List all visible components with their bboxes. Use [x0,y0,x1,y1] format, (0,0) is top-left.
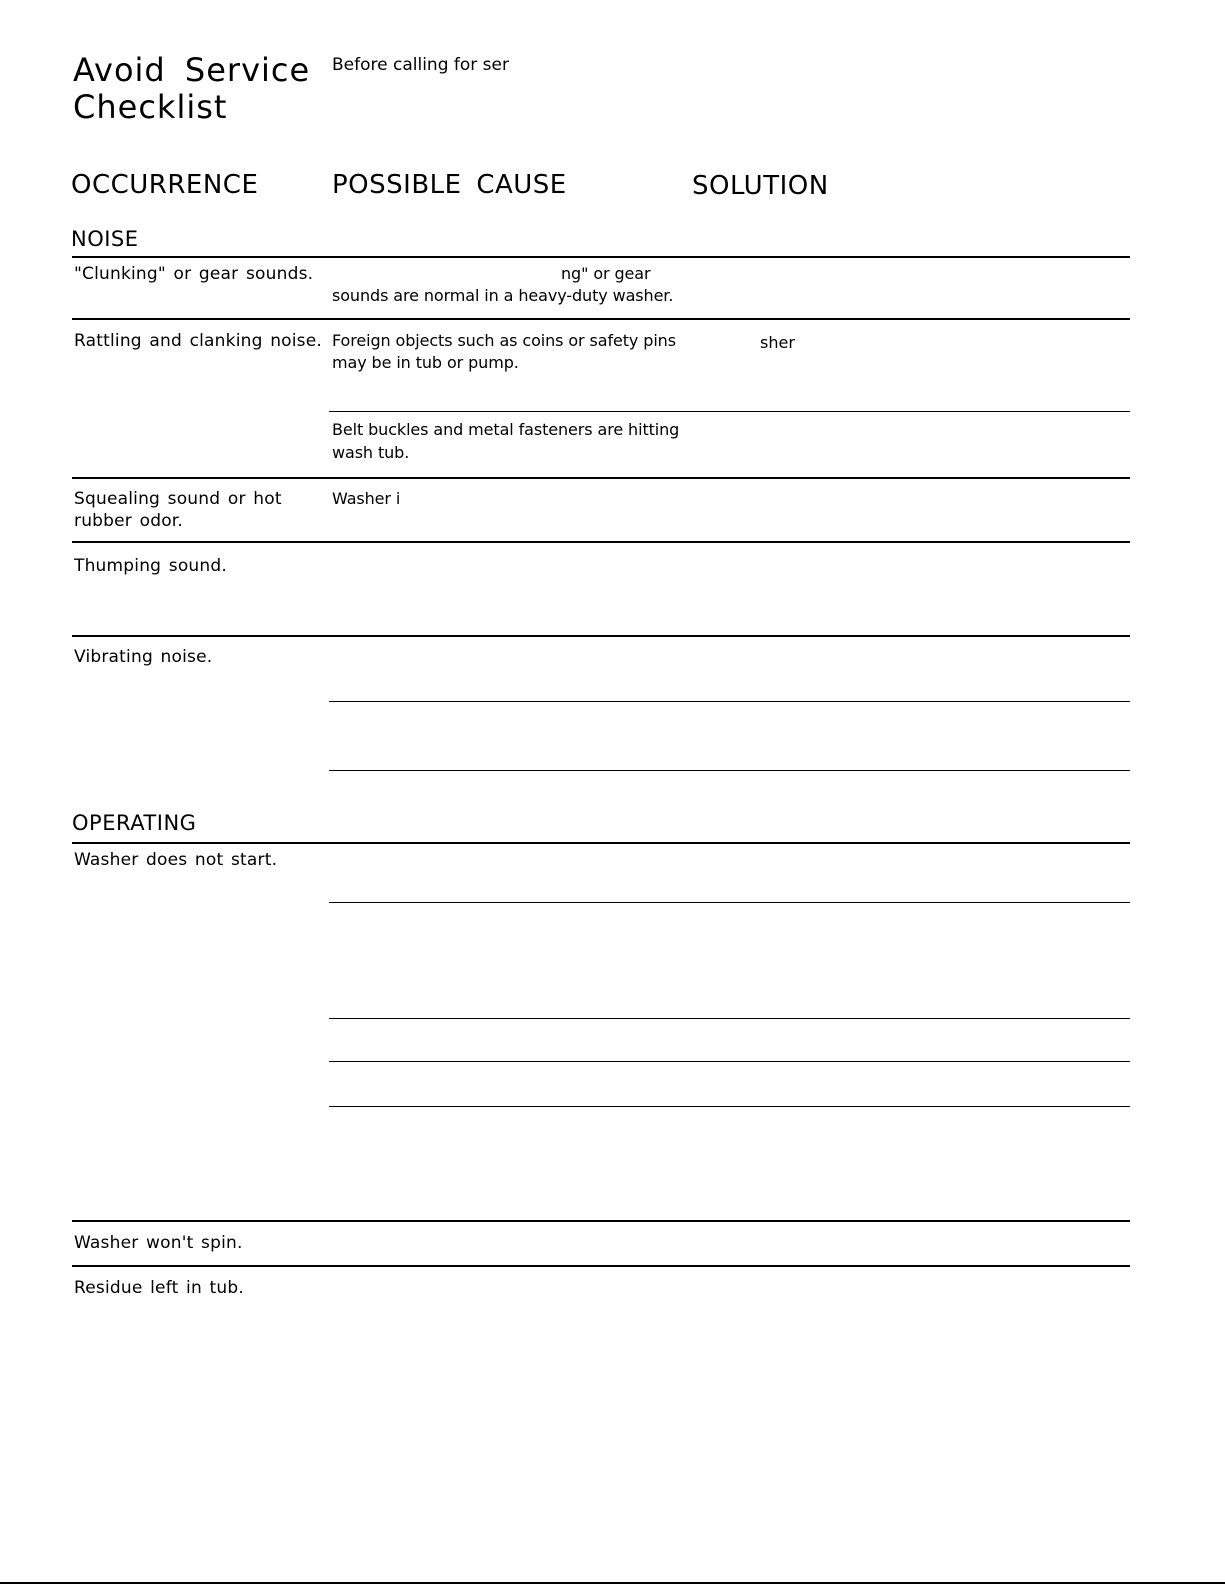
row-divider [72,256,1130,258]
row-divider [72,477,1130,479]
cause-squealing-fragment: Washer i [332,489,401,508]
occurrence-squealing-line-1: Squealing sound or hot [74,489,282,509]
row-divider [72,541,1130,543]
cause-rattling-foreign-objects-line-2: may be in tub or pump. [332,353,519,372]
column-header-solution: SOLUTION [692,171,829,201]
cause-rattling-belt-buckles-line-1: Belt buckles and metal fasteners are hitting [332,420,680,439]
row-divider [72,635,1130,637]
occurrence-washer-wont-spin: Washer won't spin. [74,1233,243,1253]
occurrence-rattling: Rattling and clanking noise. [74,331,323,351]
occurrence-residue-left-in-tub: Residue left in tub. [74,1278,244,1298]
solution-rattling-fragment: sher [760,333,795,352]
sub-row-divider [329,902,1130,903]
sub-row-divider [329,701,1130,702]
row-divider [72,1265,1130,1267]
sub-row-divider [329,770,1130,771]
occurrence-squealing-line-2: rubber odor. [74,511,184,531]
row-divider [72,1220,1130,1222]
occurrence-thumping: Thumping sound. [74,556,227,576]
cause-rattling-foreign-objects-line-1: Foreign objects such as coins or safety pins [332,331,676,350]
column-header-occurrence: OCCURRENCE [71,170,259,200]
sub-row-divider [329,1061,1130,1062]
section-heading-operating: OPERATING [72,811,197,835]
row-divider [72,842,1130,844]
page-title-line-1: Avoid Service [73,51,311,89]
intro-text: Before calling for ser [332,55,509,75]
occurrence-clunking: "Clunking" or gear sounds. [74,264,314,284]
occurrence-washer-does-not-start: Washer does not start. [74,850,278,870]
occurrence-vibrating: Vibrating noise. [74,647,213,667]
column-header-possible-cause: POSSIBLE CAUSE [332,170,567,200]
row-divider [72,318,1130,320]
section-heading-noise: NOISE [71,227,139,251]
sub-row-divider [329,1106,1130,1107]
cause-clunking-line-2: sounds are normal in a heavy-duty washer. [332,286,674,305]
cause-rattling-belt-buckles-line-2: wash tub. [332,443,410,462]
page-bottom-border [0,1582,1225,1584]
page-title-line-2: Checklist [73,88,228,126]
cause-clunking-line-1: ng" or gear [561,264,651,283]
sub-row-divider [329,1018,1130,1019]
sub-row-divider [329,411,1130,412]
